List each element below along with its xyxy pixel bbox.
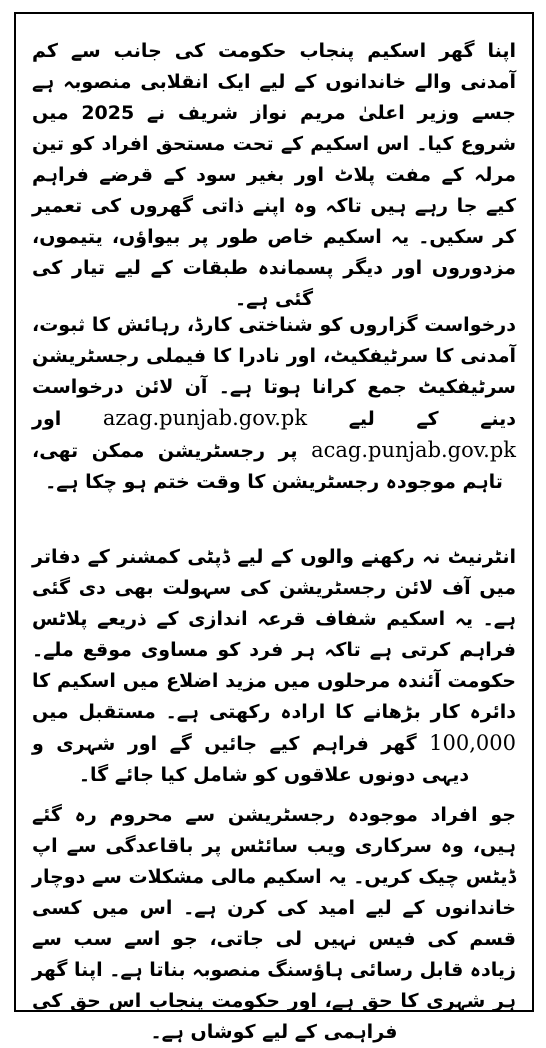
- offline-text-after: گھر فراہم کیے جائیں گے اور شہری و دیہی دونوں علاقوں کو شامل کیا جائے گا۔: [32, 733, 470, 786]
- registration-text-and: اور: [32, 408, 62, 430]
- paragraph-offline: [32, 542, 516, 791]
- website-link-azag[interactable]: azag.punjab.gov.pk: [102, 406, 308, 430]
- registration-text-before: درخواست گزاروں کو شناختی کارڈ، رہائش کا ثبوت، آمدنی کا سرٹیفکیٹ، اور نادرا کا فیملی رجسٹریشن سرٹیفکیٹ جمع کرانا ہوتا ہے۔ آن لائن درخواست دینے کے لیے: [32, 314, 516, 430]
- offline-text-before: انٹرنیٹ نہ رکھنے والوں کے لیے ڈپٹی کمشنر کے دفاتر میں آف لائن رجسٹریشن کی سہولت بھی دی گئی ہے۔ یہ اسکیم شفاف قرعہ اندازی کے ذریعے پلاٹس فراہم کرتی ہے تاکہ ہر فرد کو مساوی موقع ملے۔ حکومت آئندہ مرحلوں میں مزید اضلاع میں اسکیم کا دائرہ کار بڑھانے کا ارادہ رکھتی ہے۔ مستقبل میں: [32, 546, 516, 723]
- article-frame: [14, 12, 534, 1043]
- paragraph-closing: جو افراد موجودہ رجسٹریشن سے محروم رہ گئے ہیں، وہ سرکاری ویب سائٹس پر باقاعدگی سے اپ ڈیٹس چیک کریں۔ یہ اسکیم مالی مشکلات سے دوچار خاندانوں کے لیے امید کی کرن ہے۔ اس میں کسی قسم کی فیس نہیں لی جاتی، جو اسے سب سے زیادہ قابل رسائی ہاؤسنگ منصوبہ بناتا ہے۔ اپنا گھر ہر شہری کا حق ہے، اور حکومت پنجاب اس حق کی فراہمی کے لیے کوشاں ہے۔: [32, 804, 516, 1043]
- houses-count: 100,000: [429, 731, 516, 755]
- paragraph-registration: [32, 310, 516, 498]
- paragraph-intro: اپنا گھر اسکیم پنجاب حکومت کی جانب سے کم آمدنی والے خاندانوں کے لیے ایک انقلابی منصوبہ ہے جسے وزیر اعلیٰ مریم نواز شریف نے 2025 میں شروع کیا۔ اس اسکیم کے تحت مستحق افراد کو تین مرلہ کے مفت پلاٹ اور بغیر سود کے قرضے فراہم کیے جا رہے ہیں تاکہ وہ اپنے ذاتی گھروں کی تعمیر کر سکیں۔ یہ اسکیم خاص طور پر بیواؤں، یتیموں، مزدوروں اور دیگر پسماندہ طبقات کے لیے تیار کی گئی ہے۔: [32, 40, 516, 310]
- website-link-acag[interactable]: acag.punjab.gov.pk: [311, 438, 516, 462]
- registration-text-after: پر رجسٹریشن ممکن تھی، تاہم موجودہ رجسٹریشن کا وقت ختم ہو چکا ہے۔: [32, 440, 503, 493]
